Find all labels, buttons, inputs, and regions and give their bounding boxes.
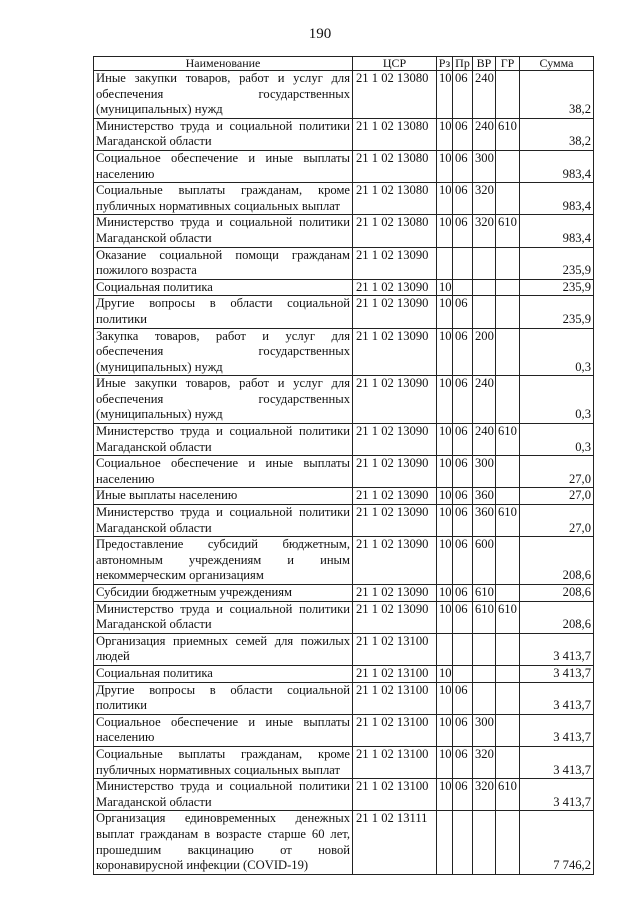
cell-csr: 21 1 02 13090	[353, 328, 437, 376]
cell-sum: 3 413,7	[520, 746, 594, 778]
cell-sum: 7 746,2	[520, 811, 594, 874]
cell-pr: 06	[453, 328, 473, 376]
table-row	[94, 633, 594, 665]
cell-rz: 10	[437, 456, 453, 488]
cell-rz: 10	[437, 779, 453, 811]
cell-rz: 10	[437, 183, 453, 215]
table-row	[94, 183, 594, 215]
cell-csr: 21 1 02 13080	[353, 71, 437, 119]
cell-name: Предоставление субсидий бюджетным, автономным учреждениям и иным некоммерческим организациям	[94, 537, 353, 585]
cell-csr: 21 1 02 13090	[353, 505, 437, 537]
cell-gr	[496, 537, 520, 585]
cell-pr: 06	[453, 424, 473, 456]
cell-gr	[496, 456, 520, 488]
cell-pr	[453, 665, 473, 682]
cell-csr: 21 1 02 13090	[353, 585, 437, 602]
cell-name: Социальные выплаты гражданам, кроме публичных нормативных социальных выплат	[94, 183, 353, 215]
cell-rz: 10	[437, 215, 453, 247]
cell-sum: 0,3	[520, 424, 594, 456]
cell-vr	[473, 247, 496, 279]
cell-csr: 21 1 02 13090	[353, 424, 437, 456]
cell-rz: 10	[437, 537, 453, 585]
cell-sum: 983,4	[520, 215, 594, 247]
cell-rz: 10	[437, 118, 453, 150]
cell-vr: 240	[473, 118, 496, 150]
cell-gr	[496, 665, 520, 682]
cell-pr: 06	[453, 71, 473, 119]
cell-name: Другие вопросы в области социальной политики	[94, 682, 353, 714]
cell-csr: 21 1 02 13080	[353, 215, 437, 247]
cell-pr: 06	[453, 682, 473, 714]
cell-vr: 360	[473, 488, 496, 505]
cell-pr: 06	[453, 456, 473, 488]
cell-pr	[453, 633, 473, 665]
cell-rz: 10	[437, 682, 453, 714]
cell-gr	[496, 71, 520, 119]
cell-csr: 21 1 02 13090	[353, 247, 437, 279]
cell-gr: 610	[496, 601, 520, 633]
header-rz: Рз	[437, 57, 453, 71]
table-body	[94, 71, 594, 875]
cell-gr	[496, 488, 520, 505]
cell-csr: 21 1 02 13100	[353, 665, 437, 682]
cell-vr: 610	[473, 601, 496, 633]
table-row	[94, 537, 594, 585]
table-row	[94, 488, 594, 505]
cell-csr: 21 1 02 13080	[353, 183, 437, 215]
cell-pr	[453, 279, 473, 296]
cell-sum: 27,0	[520, 505, 594, 537]
cell-pr: 06	[453, 779, 473, 811]
table-row	[94, 376, 594, 424]
cell-csr: 21 1 02 13100	[353, 746, 437, 778]
cell-rz	[437, 811, 453, 874]
cell-gr	[496, 746, 520, 778]
cell-name: Иные закупки товаров, работ и услуг для обеспечения государственных (муниципальных) нужд	[94, 376, 353, 424]
cell-csr: 21 1 02 13100	[353, 779, 437, 811]
cell-sum: 38,2	[520, 118, 594, 150]
page-number: 190	[308, 26, 332, 42]
cell-pr: 06	[453, 746, 473, 778]
cell-sum: 27,0	[520, 488, 594, 505]
cell-csr: 21 1 02 13090	[353, 279, 437, 296]
cell-pr: 06	[453, 488, 473, 505]
cell-pr: 06	[453, 714, 473, 746]
cell-rz: 10	[437, 150, 453, 182]
table-row	[94, 247, 594, 279]
cell-pr: 06	[453, 150, 473, 182]
cell-rz: 10	[437, 488, 453, 505]
cell-gr	[496, 328, 520, 376]
table-row	[94, 296, 594, 328]
cell-name: Социальное обеспечение и иные выплаты населению	[94, 456, 353, 488]
header-vr: ВР	[473, 57, 496, 71]
cell-gr: 610	[496, 118, 520, 150]
cell-csr: 21 1 02 13090	[353, 601, 437, 633]
cell-sum: 0,3	[520, 328, 594, 376]
cell-name: Иные выплаты населению	[94, 488, 353, 505]
cell-pr: 06	[453, 505, 473, 537]
cell-pr: 06	[453, 183, 473, 215]
table-row	[94, 714, 594, 746]
cell-pr: 06	[453, 585, 473, 602]
table-row	[94, 746, 594, 778]
cell-vr: 360	[473, 505, 496, 537]
cell-pr: 06	[453, 215, 473, 247]
cell-vr: 300	[473, 714, 496, 746]
cell-csr: 21 1 02 13090	[353, 488, 437, 505]
cell-csr: 21 1 02 13080	[353, 118, 437, 150]
cell-gr: 610	[496, 505, 520, 537]
cell-name: Социальное обеспечение и иные выплаты населению	[94, 714, 353, 746]
table-row	[94, 150, 594, 182]
cell-vr: 610	[473, 585, 496, 602]
cell-sum: 208,6	[520, 601, 594, 633]
cell-vr	[473, 811, 496, 874]
cell-rz	[437, 247, 453, 279]
cell-gr	[496, 714, 520, 746]
cell-gr: 610	[496, 779, 520, 811]
cell-rz: 10	[437, 601, 453, 633]
table-row	[94, 424, 594, 456]
cell-pr: 06	[453, 118, 473, 150]
cell-csr: 21 1 02 13090	[353, 376, 437, 424]
table-row	[94, 682, 594, 714]
cell-rz: 10	[437, 296, 453, 328]
cell-gr	[496, 183, 520, 215]
cell-name: Министерство труда и социальной политики Магаданской области	[94, 505, 353, 537]
cell-csr: 21 1 02 13090	[353, 456, 437, 488]
table-header-row	[94, 57, 594, 71]
cell-csr: 21 1 02 13100	[353, 714, 437, 746]
cell-vr: 320	[473, 215, 496, 247]
cell-sum: 3 413,7	[520, 779, 594, 811]
cell-gr	[496, 376, 520, 424]
cell-sum: 0,3	[520, 376, 594, 424]
table-row	[94, 456, 594, 488]
cell-gr	[496, 633, 520, 665]
cell-rz: 10	[437, 714, 453, 746]
table-row	[94, 279, 594, 296]
cell-name: Министерство труда и социальной политики Магаданской области	[94, 424, 353, 456]
cell-sum: 3 413,7	[520, 714, 594, 746]
table-row	[94, 585, 594, 602]
cell-name: Иные закупки товаров, работ и услуг для обеспечения государственных (муниципальных) нужд	[94, 71, 353, 119]
cell-pr: 06	[453, 537, 473, 585]
cell-sum: 983,4	[520, 183, 594, 215]
cell-rz: 10	[437, 376, 453, 424]
cell-gr: 610	[496, 215, 520, 247]
cell-csr: 21 1 02 13100	[353, 682, 437, 714]
cell-name: Министерство труда и социальной политики Магаданской области	[94, 779, 353, 811]
cell-pr: 06	[453, 601, 473, 633]
header-pr: Пр	[453, 57, 473, 71]
table-row	[94, 328, 594, 376]
cell-rz: 10	[437, 71, 453, 119]
cell-sum: 983,4	[520, 150, 594, 182]
cell-pr: 06	[453, 296, 473, 328]
cell-name: Министерство труда и социальной политики Магаданской области	[94, 118, 353, 150]
cell-rz: 10	[437, 746, 453, 778]
cell-sum: 208,6	[520, 585, 594, 602]
budget-table	[93, 56, 594, 875]
cell-name: Другие вопросы в области социальной политики	[94, 296, 353, 328]
cell-sum: 235,9	[520, 279, 594, 296]
cell-sum: 208,6	[520, 537, 594, 585]
cell-vr: 320	[473, 746, 496, 778]
cell-name: Социальная политика	[94, 665, 353, 682]
cell-rz: 10	[437, 328, 453, 376]
cell-vr: 300	[473, 150, 496, 182]
cell-vr	[473, 633, 496, 665]
cell-pr: 06	[453, 376, 473, 424]
cell-name: Оказание социальной помощи гражданам пожилого возраста	[94, 247, 353, 279]
cell-gr	[496, 279, 520, 296]
cell-rz: 10	[437, 279, 453, 296]
cell-sum: 27,0	[520, 456, 594, 488]
table-row	[94, 665, 594, 682]
header-sum: Сумма	[520, 57, 594, 71]
cell-gr	[496, 811, 520, 874]
cell-rz: 10	[437, 665, 453, 682]
cell-name: Организация приемных семей для пожилых людей	[94, 633, 353, 665]
cell-sum: 38,2	[520, 71, 594, 119]
cell-name: Социальное обеспечение и иные выплаты населению	[94, 150, 353, 182]
cell-csr: 21 1 02 13080	[353, 150, 437, 182]
cell-vr: 200	[473, 328, 496, 376]
cell-sum: 3 413,7	[520, 682, 594, 714]
cell-gr	[496, 682, 520, 714]
cell-vr: 320	[473, 183, 496, 215]
cell-vr: 240	[473, 376, 496, 424]
header-name: Наименование	[94, 57, 353, 71]
table-row	[94, 505, 594, 537]
table-row	[94, 71, 594, 119]
header-csr: ЦСР	[353, 57, 437, 71]
cell-name: Субсидии бюджетным учреждениям	[94, 585, 353, 602]
cell-csr: 21 1 02 13090	[353, 296, 437, 328]
cell-vr: 600	[473, 537, 496, 585]
cell-gr	[496, 247, 520, 279]
cell-name: Закупка товаров, работ и услуг для обеспечения государственных (муниципальных) нужд	[94, 328, 353, 376]
cell-gr	[496, 585, 520, 602]
cell-rz: 10	[437, 505, 453, 537]
cell-gr: 610	[496, 424, 520, 456]
cell-vr: 300	[473, 456, 496, 488]
cell-name: Социальные выплаты гражданам, кроме публичных нормативных социальных выплат	[94, 746, 353, 778]
cell-vr: 240	[473, 424, 496, 456]
cell-csr: 21 1 02 13100	[353, 633, 437, 665]
cell-vr	[473, 279, 496, 296]
table-row	[94, 601, 594, 633]
cell-rz: 10	[437, 424, 453, 456]
cell-rz	[437, 633, 453, 665]
cell-sum: 3 413,7	[520, 633, 594, 665]
table-row	[94, 779, 594, 811]
cell-csr: 21 1 02 13090	[353, 537, 437, 585]
cell-name: Министерство труда и социальной политики Магаданской области	[94, 601, 353, 633]
cell-vr	[473, 682, 496, 714]
table-row	[94, 118, 594, 150]
cell-vr	[473, 296, 496, 328]
cell-sum: 235,9	[520, 247, 594, 279]
header-gr: ГР	[496, 57, 520, 71]
cell-csr: 21 1 02 13111	[353, 811, 437, 874]
cell-name: Социальная политика	[94, 279, 353, 296]
cell-pr	[453, 247, 473, 279]
cell-gr	[496, 150, 520, 182]
table-row	[94, 215, 594, 247]
cell-sum: 235,9	[520, 296, 594, 328]
cell-gr	[496, 296, 520, 328]
cell-rz: 10	[437, 585, 453, 602]
cell-vr	[473, 665, 496, 682]
cell-vr: 320	[473, 779, 496, 811]
table-row	[94, 811, 594, 874]
cell-name: Министерство труда и социальной политики Магаданской области	[94, 215, 353, 247]
cell-vr: 240	[473, 71, 496, 119]
cell-name: Организация единовременных денежных выплат гражданам в возрасте старше 60 лет, прошедшим вакцинацию от новой коронавирусной инфекции (COVID-19)	[94, 811, 353, 874]
cell-pr	[453, 811, 473, 874]
cell-sum: 3 413,7	[520, 665, 594, 682]
